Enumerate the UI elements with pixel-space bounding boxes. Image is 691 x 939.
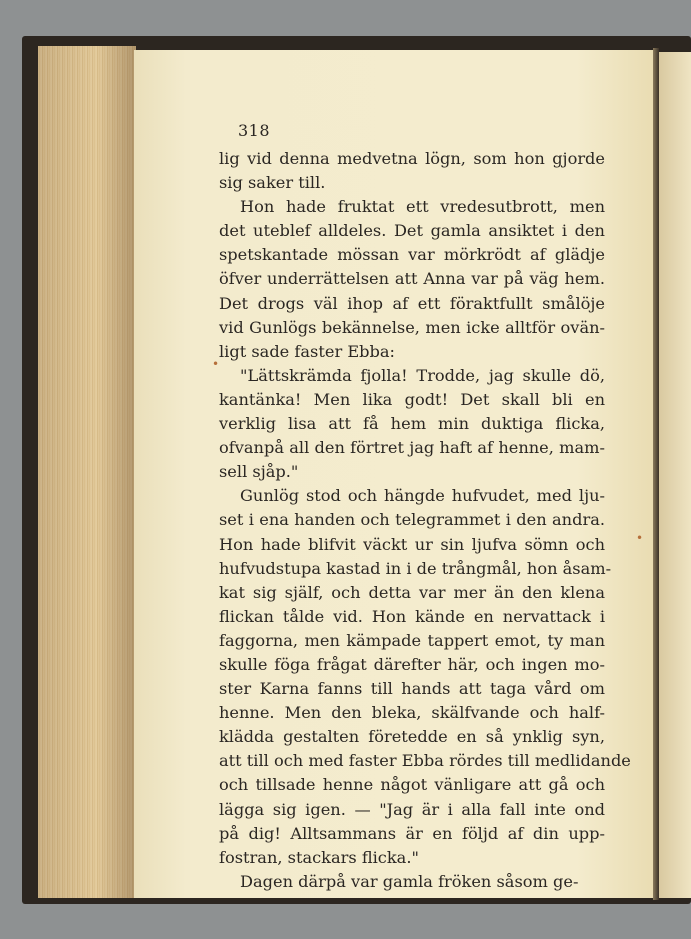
text-line: faggorna, men kämpade tappert emot, ty man	[219, 630, 605, 650]
margin-mark: •	[636, 531, 644, 545]
text-line: sell sjåp."	[219, 462, 299, 482]
page-number: 318	[238, 121, 271, 140]
text-line: det uteblef alldeles. Det gamla ansiktet i den	[219, 221, 605, 241]
text-line: att till och med faster Ebba rördes till medlidande	[219, 751, 631, 771]
text-line: Gunlög stod och hängde hufvudet, med lju-	[240, 486, 605, 506]
text-line: hufvudstupa kastad in i de trångmål, hon åsam-	[219, 558, 612, 578]
facing-page	[659, 52, 691, 898]
text-line: skulle föga frågat därefter här, och ingen mo-	[219, 654, 605, 674]
text-line: "Lättskrämda fjolla! Trodde, jag skulle dö,	[240, 365, 605, 385]
text-line: ster Karna fanns till hands att taga vård om	[219, 679, 605, 699]
text-line: fostran, stackars flicka."	[219, 847, 419, 867]
text-line: sig saker till.	[219, 173, 326, 193]
text-line: verklig lisa att få hem min duktiga flicka,	[219, 414, 605, 434]
text-line: klädda gestalten företedde en så ynklig syn,	[219, 727, 605, 747]
text-line: Hon hade fruktat ett vredesutbrott, men	[240, 197, 605, 217]
page-text	[219, 147, 631, 894]
text-line: lägga sig igen. — "Jag är i alla fall inte ond	[219, 799, 605, 819]
text-line: flickan tålde vid. Hon kände en nervattack i	[219, 606, 605, 626]
text-line: på dig! Alltsammans är en följd af din upp-	[219, 823, 605, 843]
text-line: öfver underrättelsen att Anna var på väg hem.	[219, 269, 605, 289]
text-line: Det drogs väl ihop af ett föraktfullt smålöje	[219, 293, 605, 313]
text-line: kantänka! Men lika godt! Det skall bli en	[219, 389, 605, 409]
page-edges	[38, 46, 136, 898]
text-line: och tillsade henne något vänligare att gå och	[219, 775, 605, 795]
text-line: ligt sade faster Ebba:	[219, 341, 395, 361]
text-line: Hon hade blifvit väckt ur sin ljufva sömn och	[219, 534, 605, 554]
text-line: lig vid denna medvetna lögn, som hon gjorde	[219, 149, 605, 168]
text-line: henne. Men den bleka, skälfvande och half-	[219, 703, 605, 723]
text-line: kat sig själf, och detta var mer än den klena	[219, 582, 605, 602]
text-line: set i ena handen och telegrammet i den andra.	[219, 510, 605, 530]
text-line: spetskantade mössan var mörkrödt af glädje	[219, 245, 605, 265]
margin-mark: •	[212, 357, 220, 371]
text-line: Dagen därpå var gamla fröken såsom ge-	[240, 871, 579, 891]
text-line: ofvanpå all den förtret jag haft af henne, mam-	[219, 438, 605, 458]
text-line: vid Gunlögs bekännelse, men icke alltför ovän-	[219, 317, 605, 337]
